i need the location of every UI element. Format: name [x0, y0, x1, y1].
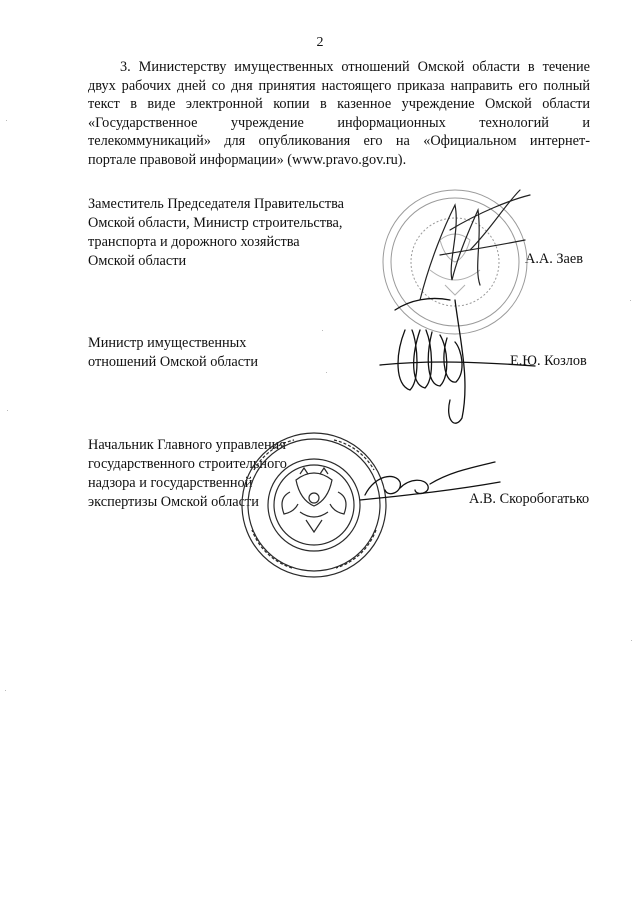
signatory-title-line: государственного строительного — [88, 456, 287, 472]
signatory-title-line: Начальник Главного управления — [88, 437, 286, 453]
signatory-1-name: А.А. Заев — [525, 251, 583, 267]
signatory-title-line: Заместитель Председателя Правительства — [88, 196, 345, 212]
signatory-title-line: надзора и государственной — [88, 475, 253, 491]
paragraph-line: портале правовой информации» (www.pravo.gov.ru). — [88, 151, 407, 168]
signature-zaev-icon — [420, 190, 530, 300]
signatory-title-line: Омской области — [88, 253, 187, 269]
paragraph-line: двух рабочих дней со дня принятия настоящего приказа направить его полный — [88, 77, 590, 94]
paragraph-line: телекоммуникаций» для опубликования его на «Официальном интернет- — [88, 133, 590, 150]
signatory-3-title — [88, 436, 287, 512]
signatory-title-line: Омской области, Министр строительства, — [88, 215, 343, 231]
paragraph-item-3 — [88, 58, 590, 170]
signatory-title-line: транспорта и дорожного хозяйства — [88, 234, 300, 250]
paragraph-line: 3. Министерству имущественных отношений Омской области в течение — [120, 59, 590, 75]
signatory-title-line: отношений Омской области — [88, 354, 258, 370]
paragraph-line: «Государственное учреждение информационных технологий и — [88, 114, 590, 131]
signatory-title-line: экспертизы Омской области — [88, 494, 259, 510]
seal-government-icon — [383, 190, 527, 334]
signatory-3-name: А.В. Скоробогатько — [469, 491, 590, 507]
signatory-title-line: Министр имущественных — [88, 335, 247, 351]
signatory-2-name: Е.Ю. Козлов — [510, 353, 587, 369]
page-number: 2 — [316, 35, 324, 50]
paragraph-line: текст в виде электронной копии в казенное учреждение Омской области — [88, 96, 590, 113]
signatory-2-title — [88, 334, 258, 372]
signatory-1-title — [88, 195, 344, 271]
